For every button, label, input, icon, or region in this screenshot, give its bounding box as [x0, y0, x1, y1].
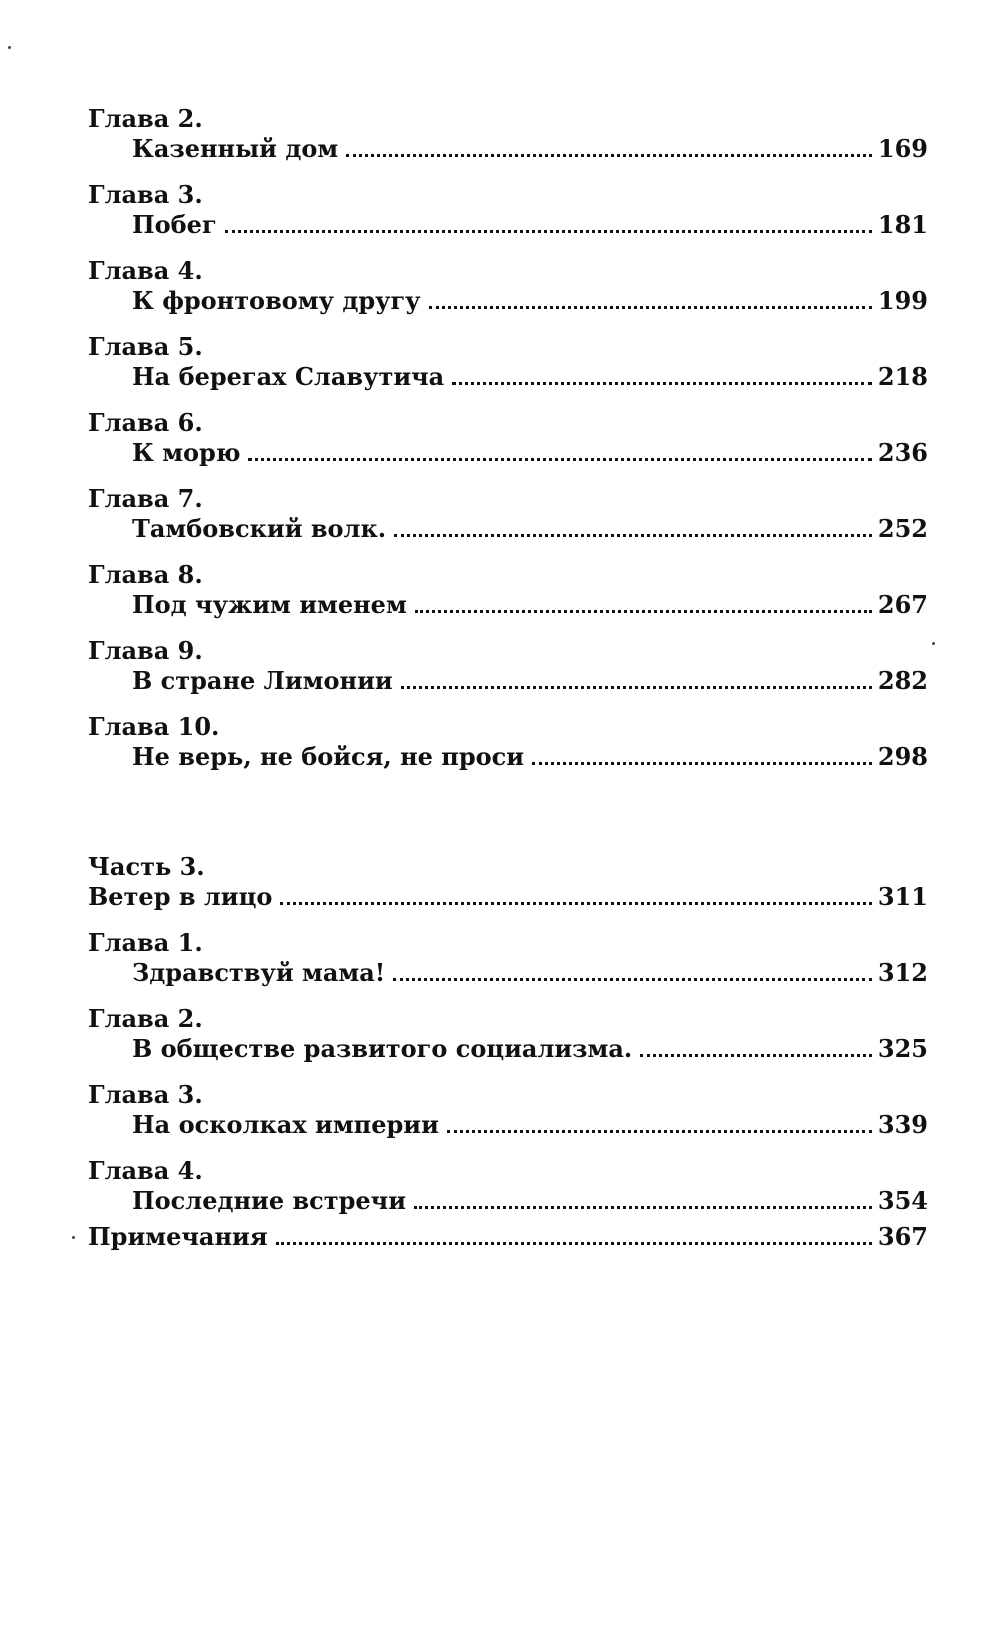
chapter-title: Здравствуй мама!: [132, 958, 386, 987]
dot-leader: [346, 154, 872, 157]
toc-entry: [88, 712, 928, 772]
chapter-row: [88, 362, 928, 392]
page-number: 339: [877, 1110, 928, 1139]
chapter-title: В обществе развитого социализма.: [132, 1034, 633, 1063]
part-row: [88, 882, 928, 912]
page-number: 218: [877, 362, 928, 391]
page-number: 312: [877, 958, 928, 987]
chapter-label: Глава 6.: [88, 408, 203, 437]
chapter-row: [88, 958, 928, 988]
page-number: 236: [877, 438, 928, 467]
page-number: 298: [877, 742, 928, 771]
page-number: 367: [877, 1222, 928, 1251]
section-spacer: [88, 788, 928, 852]
chapter-row: [88, 134, 928, 164]
dot-leader: [447, 1130, 872, 1133]
chapter-row: [88, 1186, 928, 1216]
chapter-row: [88, 742, 928, 772]
chapter-label: Глава 9.: [88, 636, 203, 665]
chapter-label: Глава 4.: [88, 256, 203, 285]
toc-entry: [88, 560, 928, 620]
chapter-row: [88, 210, 928, 240]
page-number: 311: [877, 882, 928, 911]
page-number: 181: [877, 210, 928, 239]
toc-entry: [88, 408, 928, 468]
chapter-label: Глава 1.: [88, 928, 203, 957]
chapter-title: К фронтовому другу: [132, 286, 421, 315]
toc-part-entry: [88, 852, 928, 912]
chapter-row: [88, 666, 928, 696]
dot-leader: [280, 902, 872, 905]
dot-leader: [401, 686, 872, 689]
table-of-contents: [88, 104, 928, 1252]
dot-leader: [532, 762, 872, 765]
chapter-label: Глава 3.: [88, 1080, 203, 1109]
toc-entry: [88, 928, 928, 988]
print-speck: [8, 46, 11, 49]
toc-entry: [88, 1004, 928, 1064]
chapter-title: На осколках империи: [132, 1110, 439, 1139]
dot-leader: [414, 1206, 872, 1209]
chapter-label: Глава 3.: [88, 180, 203, 209]
toc-entry: [88, 1080, 928, 1140]
dot-leader: [415, 610, 872, 613]
page-number: 325: [877, 1034, 928, 1063]
chapter-row: [88, 514, 928, 544]
page-number: 267: [877, 590, 928, 619]
dot-leader: [394, 534, 872, 537]
chapter-label: Глава 10.: [88, 712, 220, 741]
toc-entry: [88, 104, 928, 164]
toc-entry: [88, 256, 928, 316]
chapter-label: Глава 5.: [88, 332, 203, 361]
chapter-label: Глава 2.: [88, 1004, 203, 1033]
page-number: 354: [877, 1186, 928, 1215]
chapter-title: Последние встречи: [132, 1186, 407, 1215]
toc-entry: [88, 180, 928, 240]
dot-leader: [452, 382, 872, 385]
chapter-label: Глава 8.: [88, 560, 203, 589]
page-number: 282: [877, 666, 928, 695]
dot-leader: [393, 978, 872, 981]
chapter-label: Глава 2.: [88, 104, 203, 133]
chapter-row: [88, 1034, 928, 1064]
print-speck: [72, 1236, 75, 1239]
chapter-title: На берегах Славутича: [132, 362, 445, 391]
dot-leader: [276, 1242, 872, 1245]
page-number: 199: [877, 286, 928, 315]
chapter-title: Казенный дом: [132, 134, 339, 163]
part-label: Часть 3.: [88, 852, 205, 881]
part-title: Ветер в лицо: [88, 882, 273, 911]
dot-leader: [429, 306, 872, 309]
print-speck: [932, 642, 935, 645]
chapter-title: К морю: [132, 438, 241, 467]
chapter-row: [88, 286, 928, 316]
chapter-label: Глава 4.: [88, 1156, 203, 1185]
chapter-title: Побег: [132, 210, 217, 239]
dot-leader: [225, 230, 872, 233]
toc-entry: [88, 484, 928, 544]
notes-title: Примечания: [88, 1222, 268, 1251]
toc-entry: [88, 1156, 928, 1216]
chapter-row: [88, 1110, 928, 1140]
chapter-title: В стране Лимонии: [132, 666, 393, 695]
chapter-row: [88, 438, 928, 468]
chapter-title: Не верь, не бойся, не проси: [132, 742, 525, 771]
dot-leader: [640, 1054, 872, 1057]
notes-row: [88, 1222, 928, 1252]
chapter-title: Тамбовский волк.: [132, 514, 387, 543]
chapter-label: Глава 7.: [88, 484, 203, 513]
page-number: 252: [877, 514, 928, 543]
chapter-title: Под чужим именем: [132, 590, 407, 619]
toc-entry: [88, 332, 928, 392]
toc-entry: [88, 636, 928, 696]
dot-leader: [248, 458, 871, 461]
chapter-row: [88, 590, 928, 620]
page-number: 169: [877, 134, 928, 163]
